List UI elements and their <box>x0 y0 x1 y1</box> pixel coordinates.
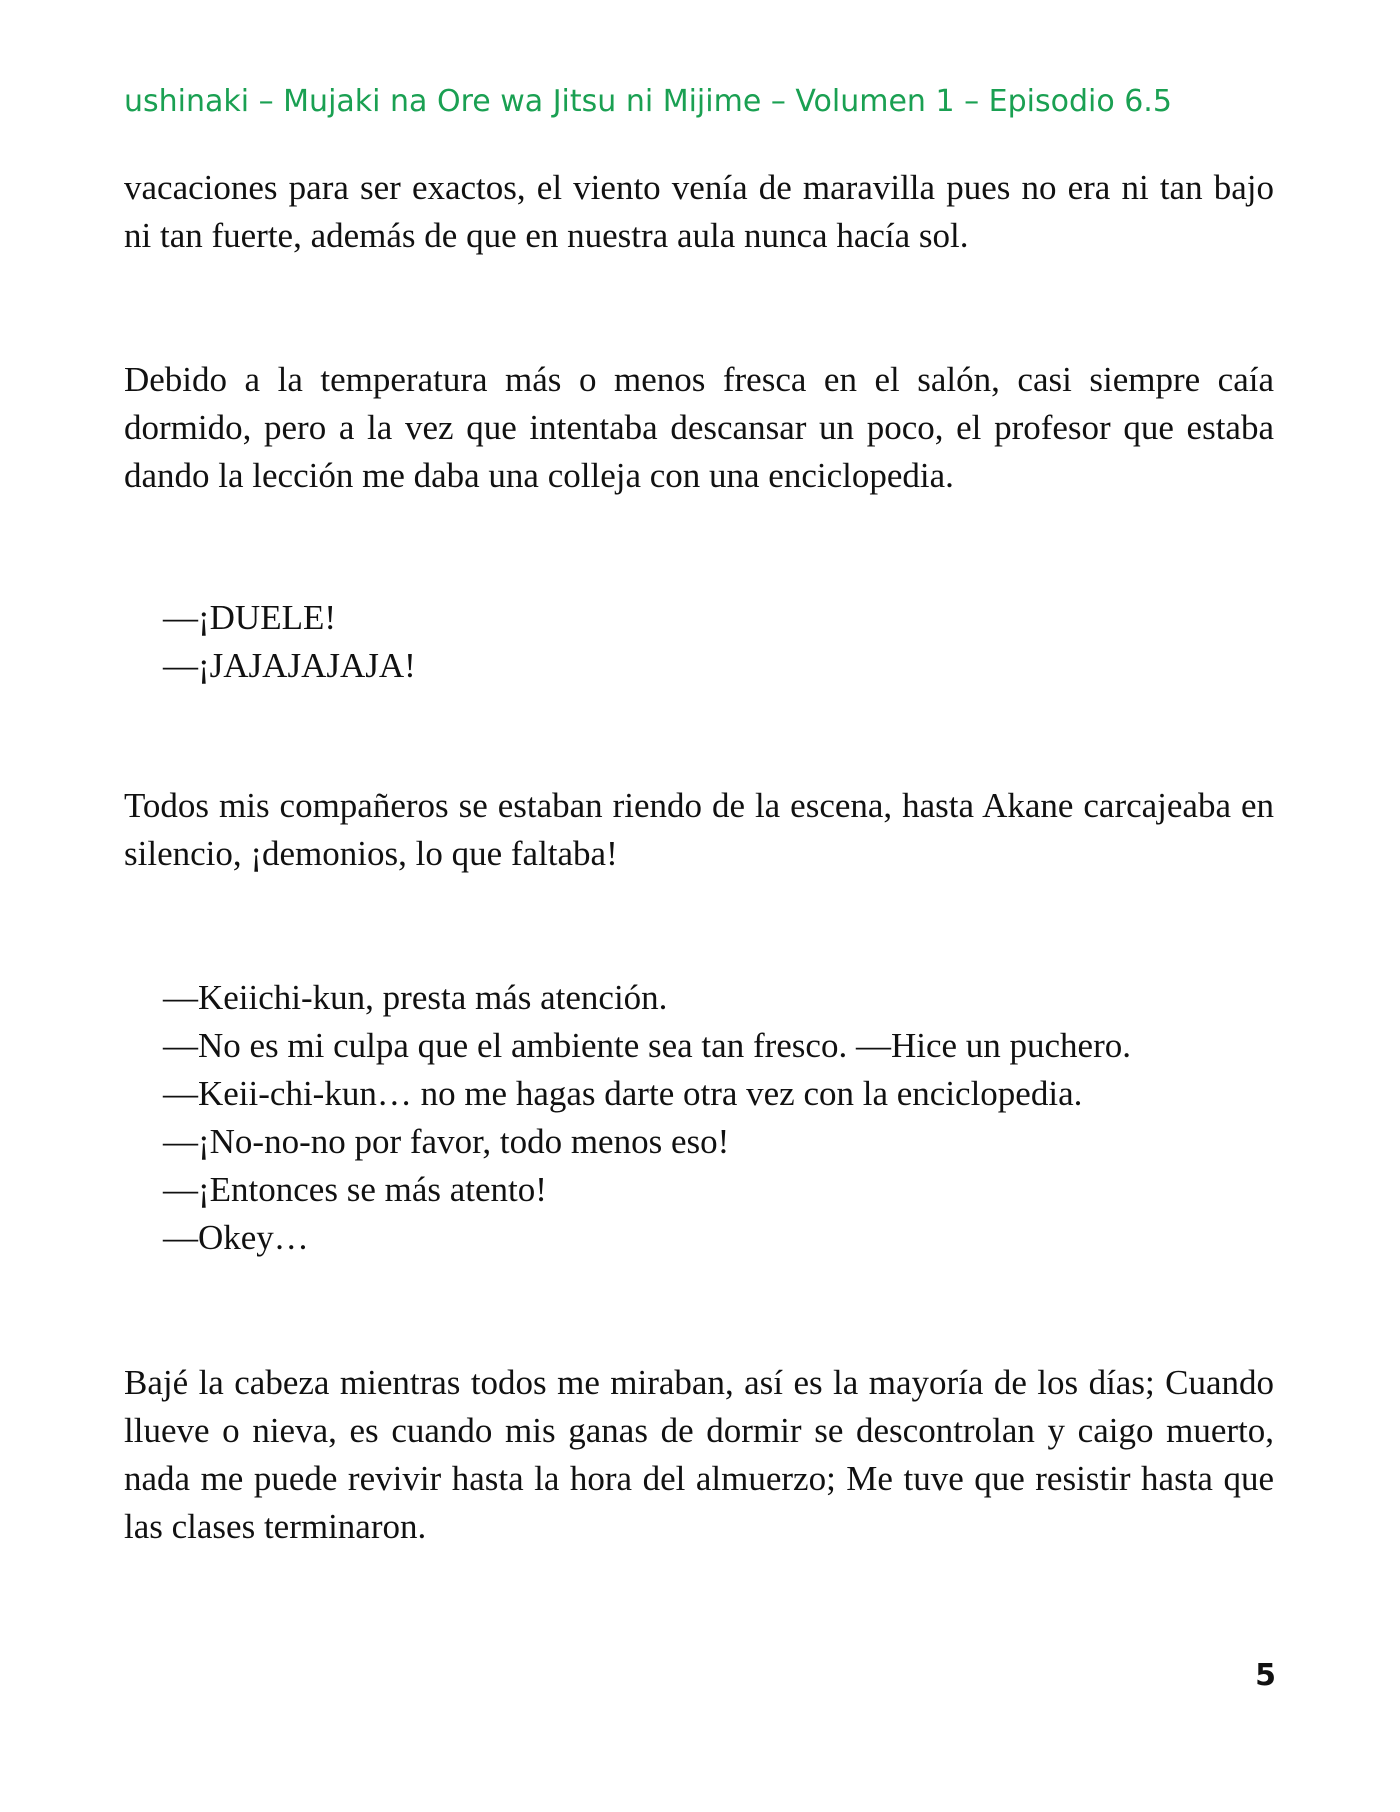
paragraph-text: Bajé la cabeza mientras todos me miraban, así es la mayoría de los días; Cuando llueve o nieva, es cuando mis ganas de dormir se descontrolan y caigo muerto, nada me puede revivir hasta la hora del almuerzo; Me tuve que resistir hasta que las clases terminaron. <box>124 1363 1274 1546</box>
dialogue-line: —¡JAJAJAJAJA! <box>163 646 416 685</box>
paragraph-1 <box>124 164 1274 260</box>
dialogue-line: —Okey… <box>163 1218 309 1257</box>
dialogue-line: —No es mi culpa que el ambiente sea tan fresco. —Hice un puchero. <box>163 1026 1131 1065</box>
paragraph-3 <box>124 782 1274 878</box>
dialogue-block-1 <box>163 594 1263 690</box>
dialogue-line: —Keiichi-kun, presta más atención. <box>163 978 668 1017</box>
dialogue-line: —¡DUELE! <box>163 598 337 637</box>
paragraph-2 <box>124 356 1274 500</box>
paragraph-text: Todos mis compañeros se estaban riendo de la escena, hasta Akane carcajeaba en silencio, ¡demonios, lo que faltaba! <box>124 786 1274 873</box>
dialogue-line: —¡No-no-no por favor, todo menos eso! <box>163 1122 730 1161</box>
page-number: 5 <box>1255 1658 1276 1693</box>
paragraph-text: vacaciones para ser exactos, el viento venía de maravilla pues no era ni tan bajo ni tan fuerte, además de que en nuestra aula nunca hacía sol. <box>124 168 1274 255</box>
dialogue-line: —Keii-chi-kun… no me hagas darte otra vez con la enciclopedia. <box>163 1074 1083 1113</box>
dialogue-line: —¡Entonces se más atento! <box>163 1170 547 1209</box>
running-header: ushinaki – Mujaki na Ore wa Jitsu ni Mijime – Volumen 1 – Episodio 6.5 <box>124 84 1172 119</box>
paragraph-text: Debido a la temperatura más o menos fresca en el salón, casi siempre caía dormido, pero a la vez que intentaba descansar un poco, el profesor que estaba dando la lección me daba una colleja con una enciclopedia. <box>124 360 1274 495</box>
dialogue-block-2 <box>163 974 1263 1262</box>
paragraph-4 <box>124 1359 1274 1551</box>
